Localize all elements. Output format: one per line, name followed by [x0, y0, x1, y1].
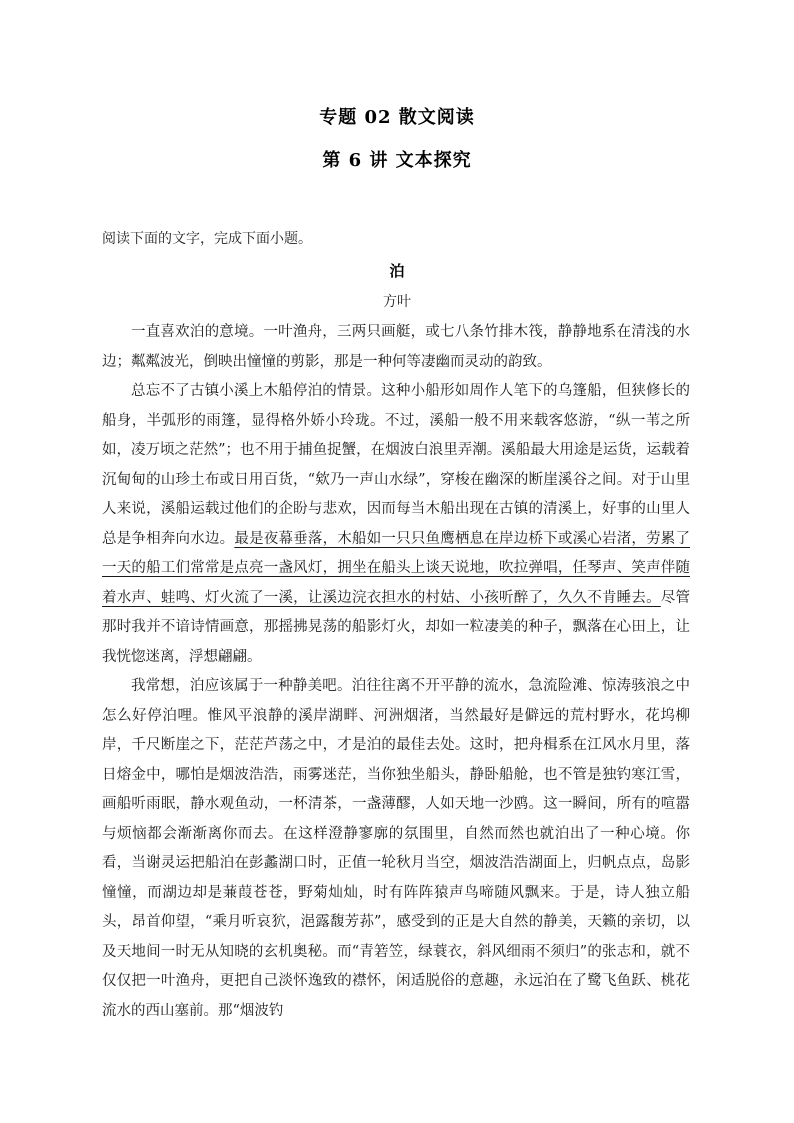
page-title: 专题 02 散文阅读: [319, 107, 475, 128]
paragraph-2-intro: 总忘不了古镇小溪上木船停泊的情景。这种小船形如周作人笔下的乌篷船，但狭修长的船身，半弧形的雨篷，显得格外娇小玲珑。不过，溪船一般不用来载客悠游，“纵一苇之所如，凌万顷之茫然”；也不用于捕鱼捉蟹，在烟波白浪里弄潮。溪船最大用途是运货，运载着沉甸甸的山珍土布或日用百货，“欸乃一声山水绿”，穿梭在幽深的断崖溪谷之间。对于山里人来说，溪船运载过他们的企盼与悲欢，因而每当木船出现在古镇的清溪上，好事的山里人总是争相奔向水边。: [102, 383, 690, 547]
article-author: 方叶: [383, 294, 411, 310]
paragraph-1: 一直喜欢泊的意境。一叶渔舟，三两只画艇，或七八条竹排木筏，静静地系在清浅的水边；粼粼波光，倒映出憧憧的剪影，那是一种何等凄幽而灵动的韵致。: [102, 324, 690, 370]
underlined-passage: 最是夜幕垂落，木船如一只只鱼鹰栖息在岸边桥下或溪心岩渚，劳累了一天的船工们常常是点亮一盏风灯，拥坐在船头上谈天说地，吹拉弹唱，任琴声、笑声伴随着水声、蛙鸣、灯火流了一溪，让溪边浣衣担水的村姑、小孩听醉了，久久不肯睡去。: [102, 530, 691, 606]
article-title: 泊: [389, 262, 405, 280]
paragraph-3: 我常想，泊应该属于一种静美吧。泊往往离不开平静的流水，急流险滩、惊涛骇浪之中怎么好停泊哩。惟风平浪静的溪岸湖畔、河洲烟渚，当然最好是僻远的荒村野水，花坞柳岸，千尺断崖之下，茫茫芦荡之中，才是泊的最佳去处。这时，把舟楫系在江风水月里，落日熔金中，哪怕是烟波浩浩，雨雾迷茫，当你独坐船头，静卧船舱，也不管是独钓寒江雪，画船听雨眠，静水观鱼动，一杯清茶，一盏薄醪，人如天地一沙鸥。这一瞬间，所有的喧嚣与烦恼都会渐渐离你而去。在这样澄静寥廓的氛围里，自然而然也就泊出了一种心境。你看，当谢灵运把船泊在彭蠡湖口时，正值一轮秋月当空，烟波浩浩湖面上，归帆点点，岛影憧憧，而湖边却是蒹葭苍苍，野菊灿灿，时有阵阵猿声鸟啼随风飘来。于是，诗人独立船头，昂首仰望，“乘月听哀狖，浥露馥芳荪”，感受到的正是大自然的静美，天籁的亲切，以及天地间一时无从知晓的玄机奥秘。而“青箬笠，绿蓑衣，斜风细雨不须归”的张志和，就不仅仅把一叶渔舟，更把自己淡怀逸致的襟怀，闲适脱俗的意趣，永远泊在了鹭飞鱼跃、桃花流水的西山塞前。那“烟波钓: [102, 678, 690, 1019]
reading-instruction: 阅读下面的文字，完成下面小题。: [102, 231, 312, 247]
page-subtitle: 第 6 讲 文本探究: [322, 150, 472, 171]
paragraph-2: [102, 377, 690, 672]
paragraph-2-ending: 尽管那时我并不谙诗情画意，那摇拂晃荡的船影灯火，却如一粒凄美的种子，飘落在心田上，让我恍惚迷离，浮想翩翩。: [102, 589, 691, 665]
article-body: [102, 318, 690, 1026]
